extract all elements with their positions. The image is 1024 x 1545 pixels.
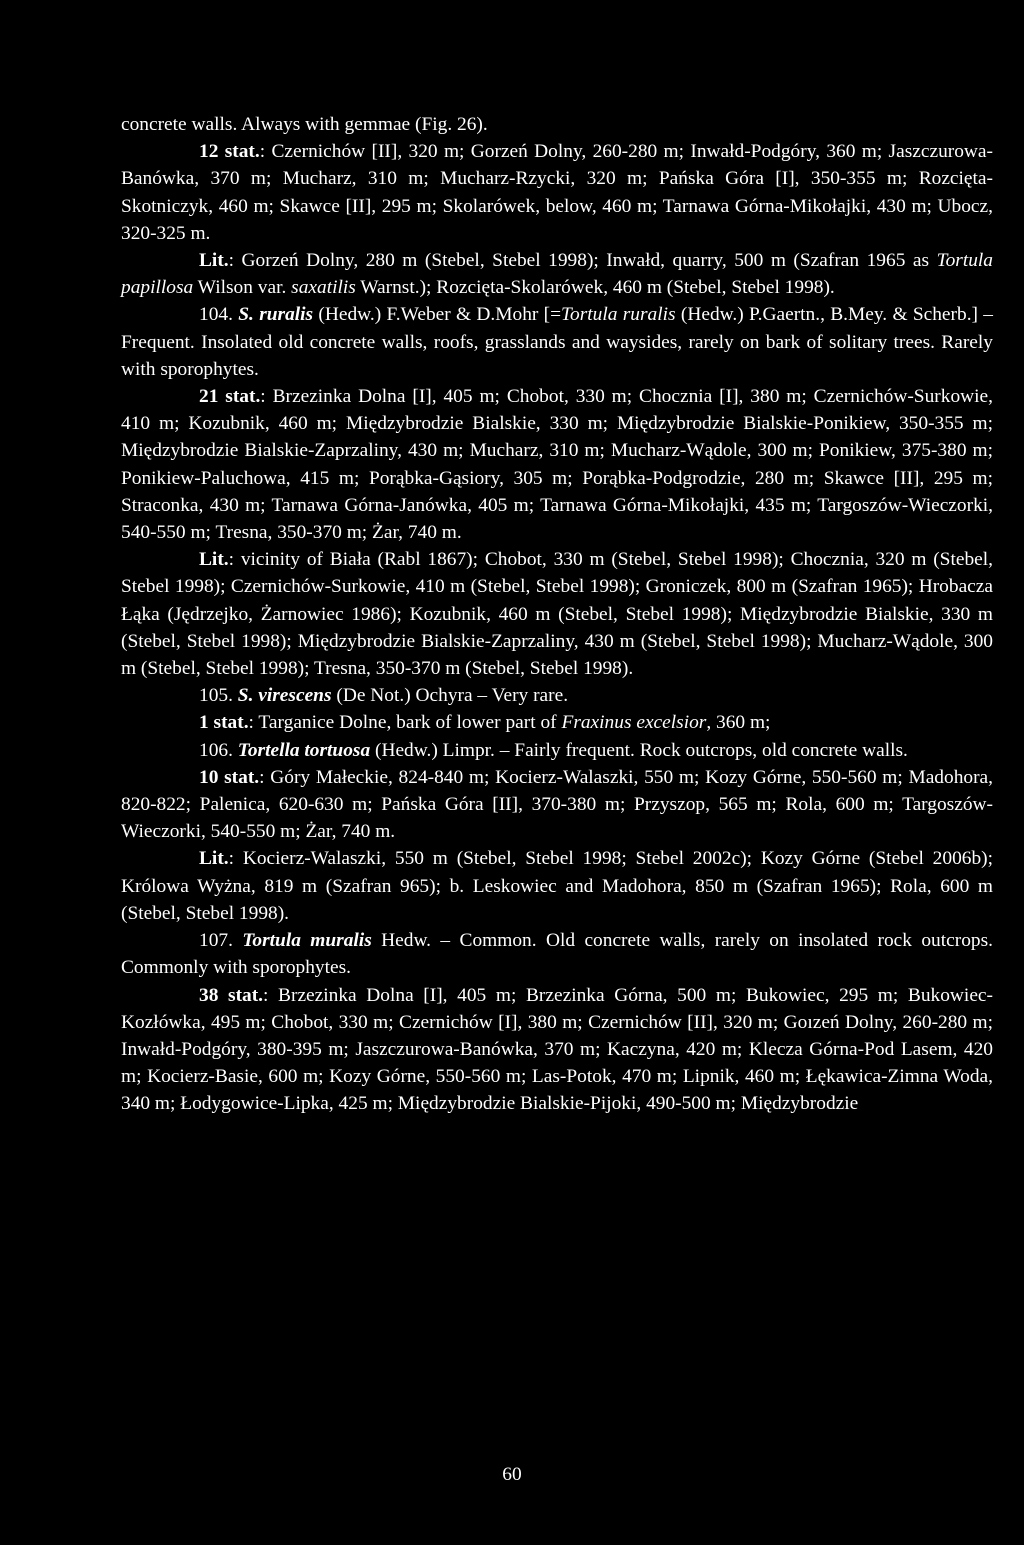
paragraph-literature-2: Lit.: vicinity of Biała (Rabl 1867); Chobot, 330 m (Stebel, Stebel 1998); Chocznia, 320 m (Stebel, Stebel 1998); Czernichów-Surkowie, 410 m (Stebel, Stebel 1998); Groniczek, 800 m (Szafran 1965); Hrobacza Łąka (Jędrzejko, Żarnowiec 1986); Kozubnik, 460 m (Stebel, Stebel 1998); Międzybrodzie Bialskie, 330 m (Stebel, Stebel 1998); Międzybrodzie Bialskie-Zaprzaliny, 430 m (Stebel, Stebel 1998); Mucharz-Wądole, 300 m (Stebel, Stebel 1998); Tresna, 350-370 m (Stebel, Stebel 1998). <box>121 549 993 680</box>
paragraph-species-106: 106. Tortella tortuosa (Hedw.) Limpr. – Fairly frequent. Rock outcrops, old concrete walls. <box>199 739 908 761</box>
paragraph-stations-virescens: 1 stat.: Targanice Dolne, bark of lower part of Fraxinus excelsior, 360 m; <box>199 712 771 734</box>
paragraph-literature-3: Lit.: Kocierz-Walaszki, 550 m (Stebel, Stebel 1998; Stebel 2002c); Kozy Górne (Stebel 2006b); Królowa Wyżna, 819 m (Szafran 965); b. Leskowiec and Madohora, 850 m (Szafran 1965); Rola, 600 m (Stebel, Stebel 1998). <box>121 848 993 924</box>
taxon-name: Fraxinus excelsior <box>561 712 707 734</box>
species-genus: S. <box>237 685 254 707</box>
synonym-name: Tortula ruralis <box>561 304 676 326</box>
paragraph-stations-tortella: 10 stat.: Góry Małeckie, 824-840 m; Kocierz-Walaszki, 550 m; Kozy Górne, 550-560 m; Madohora, 820-822; Palenica, 620-630 m; Pańska Góra [II], 370-380 m; Przyszop, 565 m; Rola, 600 m; Targoszów-Wieczorki, 540-550 m; Żar, 740 m. <box>121 766 994 843</box>
stations-label: 10 stat. <box>199 766 260 788</box>
species-genus: S. <box>238 304 254 326</box>
species-epithet: ruralis <box>253 304 314 326</box>
species-epithet: virescens <box>253 685 332 707</box>
species-name: Tortella tortuosa <box>237 739 371 761</box>
paragraph-literature-1: Lit.: Gorzeń Dolny, 280 m (Stebel, Stebel 1998); Inwałd, quarry, 500 m (Szafran 1965 as Tortula papillosa Wilson var. saxatilis Warnst.); Rozcięta-Skolarówek, 460 m (Stebel, Stebel 1998). <box>121 250 993 299</box>
paragraph-stations-muralis: 38 stat.: Brzezinka Dolna [I], 405 m; Brzezinka Górna, 500 m; Bukowiec, 295 m; Bukowiec-Kozłówka, 495 m; Chobot, 330 m; Czernichów [I], 380 m; Czernichów [II], 320 m; Goızeń Dolny, 260-280 m; Inwałd-Podgóry, 380-395 m; Jaszczurowa-Banówka, 370 m; Kaczyna, 420 m; Klecza Górna-Pod Lasem, 420 m; Kocierz-Basie, 600 m; Kozy Górne, 550-560 m; Las-Potok, 470 m; Lipnik, 460 m; Łękawica-Zimna Woda, 340 m; Łodygowice-Lipka, 425 m; Międzybrodzie Bialskie-Pijoki, 490-500 m; Międzybrodzie <box>121 984 993 1115</box>
paragraph-species-104: 104. S. ruralis (Hedw.) F.Weber & D.Mohr [=Tortula ruralis (Hedw.) P.Gaertn., B.Mey. & Scherb.] – Frequent. Insolated old concrete walls, roofs, grasslands and waysides, rarely on bark of solitary trees. Rarely with sporophytes. <box>121 304 993 380</box>
species-number: 104. <box>199 304 239 326</box>
paragraph-stations-ruralis: 21 stat.: Brzezinka Dolna [I], 405 m; Chobot, 330 m; Chocznia [I], 380 m; Czernichów-Surkowie, 410 m; Kozubnik, 460 m; Międzybrodzie Bialskie, 330 m; Międzybrodzie Bialskie-Ponikiew, 350-355 m; Międzybrodzie Bialskie-Zaprzaliny, 430 m; Mucharz, 310 m; Mucharz-Wądole, 300 m; Ponikiew, 375-380 m; Ponikiew-Paluchowa, 415 m; Porąbka-Gąsiory, 305 m; Porąbka-Podgrodzie, 280 m; Skawce [II], 295 m; Straconka, 430 m; Tarnawa Górna-Janówka, 405 m; Tarnawa Górna-Mikołajki, 435 m; Targoszów-Wieczorki, 540-550 m; Tresna, 350-370 m; Żar, 740 m. <box>121 386 993 544</box>
taxon-name: Tortula papillosa <box>121 250 993 299</box>
paragraph-stations-tortula-papillosa: 12 stat.: Czernichów [II], 320 m; Gorzeń Dolny, 260-280 m; Inwałd-Podgóry, 360 m; Jaszczurowa-Banówka, 370 m; Mucharz, 310 m; Mucharz-Rzycki, 320 m; Pańska Góra [I], 350-355 m; Rozcięta-Skotniczyk, 460 m; Skawce [II], 295 m; Skolarówek, below, 460 m; Tarnawa Górna-Mikołajki, 430 m; Ubocz, 320-325 m. <box>121 141 993 244</box>
paragraph-continuation: concrete walls. Always with gemmae (Fig. 26). <box>121 114 488 135</box>
literature-label: Lit. <box>199 549 229 571</box>
stations-label: 38 stat. <box>199 984 264 1006</box>
taxon-variety: saxatilis <box>291 277 356 299</box>
literature-label: Lit. <box>199 250 229 272</box>
paragraph-species-107: 107. Tortula muralis Hedw. – Common. Old concrete walls, rarely on insolated rock outcrops. Commonly with sporophytes. <box>121 930 993 979</box>
species-name: Tortula muralis <box>242 930 372 952</box>
stations-label: 21 stat. <box>199 386 261 408</box>
species-number: 106. <box>199 739 238 761</box>
stations-label: 1 stat. <box>199 712 249 734</box>
stations-label: 12 stat. <box>199 141 260 163</box>
page-number: 60 <box>502 1464 522 1485</box>
paragraph-species-105: 105. S. virescens (De Not.) Ochyra – Very rare. <box>199 685 569 707</box>
literature-label: Lit. <box>199 848 229 870</box>
species-number: 107. <box>199 930 243 952</box>
species-number: 105. <box>199 685 238 707</box>
document-body <box>121 111 993 1118</box>
